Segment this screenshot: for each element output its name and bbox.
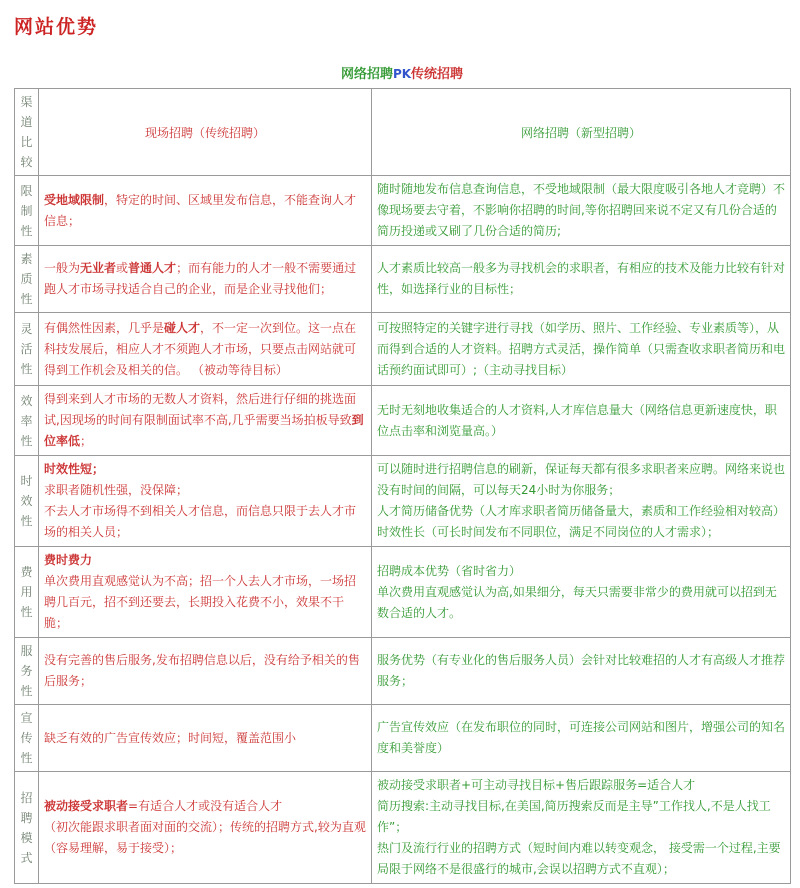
cell-text: 单次费用直观感觉认为高,如果细分，每天只需要非常少的费用就可以招到无数合适的人才。 bbox=[377, 584, 777, 620]
cell-paragraph bbox=[44, 571, 366, 634]
table-row bbox=[15, 705, 791, 772]
table-row bbox=[15, 456, 791, 547]
cell-paragraph bbox=[44, 318, 366, 381]
traditional-cell bbox=[39, 386, 372, 456]
traditional-column-header: 现场招聘（传统招聘） bbox=[39, 89, 372, 176]
row-label-cell bbox=[15, 176, 39, 246]
emphasis-text: 时效性短； bbox=[44, 462, 105, 476]
cell-text: 得到来到人才市场的无数人才资料，然后进行仔细的挑选面试,因现场的时间有限制面试率不高,几乎需要当场拍板导致 bbox=[44, 392, 357, 427]
emphasis-text: 费时费力 bbox=[44, 553, 93, 567]
cell-paragraph bbox=[44, 796, 366, 817]
table-caption bbox=[14, 63, 790, 82]
cell-text: 简历搜索:主动寻找目标,在美国,简历搜索反而是主导”工作找人,不是人找工作”； bbox=[377, 799, 771, 834]
cell-text: 服务优势（有专业化的售后服务人员）会针对比较难招的人才有高级人才推荐服务； bbox=[377, 653, 786, 688]
cell-paragraph bbox=[377, 650, 785, 692]
cell-text: 广告宣传效应（在发布职位的同时，可连接公司网站和图片，增强公司的知名度和美誉度） bbox=[377, 720, 786, 755]
row-label: 素质性 bbox=[20, 252, 33, 306]
cell-paragraph bbox=[44, 389, 366, 452]
row-label-cell bbox=[15, 772, 39, 884]
cell-text: 随时随地发布信息查询信息，不受地域限制（最大限度吸引各地人才竞聘）不像现场要去守着，不影响你招聘的时间,等你招聘回来说不定又有几份合适的简历投递或又刷了几份合适的简历; bbox=[377, 182, 786, 238]
table-row bbox=[15, 772, 791, 884]
online-cell bbox=[372, 246, 791, 313]
cell-text: 人才简历储备优势（人才库求职者简历储备量大，素质和工作经验相对较高）时效性长（可长时间发布不同职位，满足不同岗位的人才需求）； bbox=[377, 504, 786, 539]
caption-online-part: 网络招聘 bbox=[340, 67, 393, 82]
cell-paragraph bbox=[377, 796, 785, 838]
cell-paragraph bbox=[44, 550, 366, 571]
cell-paragraph bbox=[377, 179, 785, 242]
online-column-header: 网络招聘（新型招聘） bbox=[372, 89, 791, 176]
cell-text: ；而有能力的人才一般不需要通过跑人才市场寻找适合自己的企业，而是企业寻找他们； bbox=[44, 261, 357, 296]
table-body bbox=[15, 176, 791, 884]
caption-traditional-part: 传统招聘 bbox=[411, 67, 464, 82]
cell-paragraph bbox=[377, 717, 785, 759]
row-label-cell bbox=[15, 638, 39, 705]
cell-paragraph bbox=[44, 459, 366, 480]
traditional-cell bbox=[39, 313, 372, 386]
cell-text: （初次能跟求职者面对面的交流）；传统的招聘方式,较为直观（容易理解，易于接受）； bbox=[44, 820, 366, 855]
row-label-cell bbox=[15, 246, 39, 313]
row-label: 招聘模式 bbox=[20, 790, 33, 865]
cell-text: 不去人才市场得不到相关人才信息，而信息只限于去人才市场的相关人员； bbox=[44, 504, 357, 539]
row-label: 服务性 bbox=[20, 644, 33, 698]
traditional-cell bbox=[39, 547, 372, 638]
cell-text: 无时无刻地收集适合的人才资料,人才库信息量大（网络信息更新速度快，职位点击率和浏览量高。） bbox=[377, 402, 777, 438]
table-row bbox=[15, 246, 791, 313]
row-label: 时效性 bbox=[20, 474, 33, 528]
cell-text: 没有完善的售后服务,发布招聘信息以后，没有给予相关的售后服务； bbox=[44, 653, 360, 688]
row-label-cell bbox=[15, 705, 39, 772]
header-row bbox=[15, 89, 791, 176]
cell-text: 可以随时进行招聘信息的刷新，保证每天都有很多求职者来应聘。网络来说也没有时间的间隔，可以每天24小时为你服务； bbox=[377, 462, 786, 497]
table-row bbox=[15, 313, 791, 386]
cell-paragraph bbox=[377, 775, 785, 796]
online-cell bbox=[372, 638, 791, 705]
comparison-table bbox=[14, 88, 791, 884]
table-row bbox=[15, 386, 791, 456]
table-row bbox=[15, 638, 791, 705]
online-cell bbox=[372, 176, 791, 246]
row-label-cell bbox=[15, 313, 39, 386]
cell-text: 缺乏有效的广告宣传效应；时间短，覆盖范围小 bbox=[44, 730, 297, 745]
row-label: 效率性 bbox=[20, 393, 33, 448]
cell-paragraph bbox=[44, 650, 366, 692]
cell-text: ，特定的时间、区域里发布信息，不能查询人才信息； bbox=[44, 192, 357, 228]
online-cell bbox=[372, 772, 791, 884]
corner-header-label: 渠道比较 bbox=[20, 95, 33, 169]
row-label-cell bbox=[15, 547, 39, 638]
cell-text: 可按照特定的关键字进行寻找（如学历、照片、工作经验、专业素质等），从而得到合适的人才资料。招聘方式灵活，操作简单（只需查收求职者简历和电话预约面试即可）;（主动寻找目标） bbox=[377, 320, 786, 377]
table-row bbox=[15, 547, 791, 638]
online-cell bbox=[372, 313, 791, 386]
emphasis-text: 被动接受求职者 bbox=[44, 799, 129, 813]
cell-text: 被动接受求职者+可主动寻找目标+售后跟踪服务=适合人才 bbox=[377, 778, 696, 792]
traditional-cell bbox=[39, 705, 372, 772]
emphasis-text: 普通人才 bbox=[128, 261, 177, 275]
cell-paragraph bbox=[377, 582, 785, 624]
emphasis-text: 碰人才 bbox=[164, 320, 201, 335]
cell-text: 招聘成本优势（省时省力） bbox=[377, 563, 522, 578]
cell-paragraph bbox=[44, 817, 366, 859]
cell-paragraph bbox=[377, 318, 785, 381]
table-row bbox=[15, 176, 791, 246]
traditional-cell bbox=[39, 456, 372, 547]
cell-paragraph bbox=[377, 501, 785, 543]
cell-text: 求职者随机性强，没保障； bbox=[44, 483, 189, 497]
cell-text: 人才素质比较高一般多为寻找机会的求职者，有相应的技术及能力比较有针对性，如选择行业的目标性； bbox=[377, 261, 786, 296]
online-cell bbox=[372, 386, 791, 456]
traditional-cell bbox=[39, 772, 372, 884]
row-label: 费用性 bbox=[20, 565, 33, 619]
cell-paragraph bbox=[377, 561, 785, 582]
cell-text: ； bbox=[80, 434, 93, 448]
cell-text: =有适合人才或没有适合人才 bbox=[128, 799, 283, 813]
cell-paragraph bbox=[377, 400, 785, 442]
cell-paragraph bbox=[44, 728, 366, 749]
cell-paragraph bbox=[377, 459, 785, 501]
cell-paragraph bbox=[44, 501, 366, 543]
online-cell bbox=[372, 456, 791, 547]
corner-header-cell bbox=[15, 89, 39, 176]
row-label-cell bbox=[15, 456, 39, 547]
cell-text: 有偶然性因素，几乎是 bbox=[44, 320, 165, 335]
row-label: 灵活性 bbox=[20, 322, 33, 376]
page-title: 网站优势 bbox=[14, 16, 99, 38]
online-cell bbox=[372, 705, 791, 772]
cell-paragraph bbox=[377, 258, 785, 300]
cell-text: 单次费用直观感觉认为不高；招一个人去人才市场，一场招聘几百元，招不到还要去，长期投入花费不小，效果不干脆； bbox=[44, 574, 357, 630]
cell-paragraph bbox=[44, 480, 366, 501]
emphasis-text: 受地域限制 bbox=[44, 192, 105, 207]
cell-paragraph bbox=[44, 258, 366, 300]
online-cell bbox=[372, 547, 791, 638]
cell-paragraph bbox=[44, 190, 366, 232]
cell-text: 或 bbox=[116, 261, 129, 275]
cell-text: 热门及流行行业的招聘方式（短时间内难以转变观念， 接受需一个过程,主要局限于网络不是很盛行的城市,会误以招聘方式不直观）； bbox=[377, 841, 781, 876]
traditional-cell bbox=[39, 638, 372, 705]
cell-paragraph bbox=[377, 838, 785, 880]
emphasis-text: 到位率低 bbox=[44, 413, 364, 448]
row-label-cell bbox=[15, 386, 39, 456]
traditional-cell bbox=[39, 176, 372, 246]
cell-text: 一般为 bbox=[44, 261, 81, 275]
emphasis-text: 无业者 bbox=[80, 261, 117, 275]
cell-text: ，不一定一次到位。这一点在科技发展后，相应人才不须跑人才市场，只要点击网站就可得到工作机会及相关的信。 （被动等待目标） bbox=[44, 320, 357, 377]
traditional-cell bbox=[39, 246, 372, 313]
caption-pk-part: PK bbox=[392, 67, 412, 81]
row-label: 宣传性 bbox=[20, 711, 33, 765]
row-label: 限制性 bbox=[20, 183, 33, 238]
